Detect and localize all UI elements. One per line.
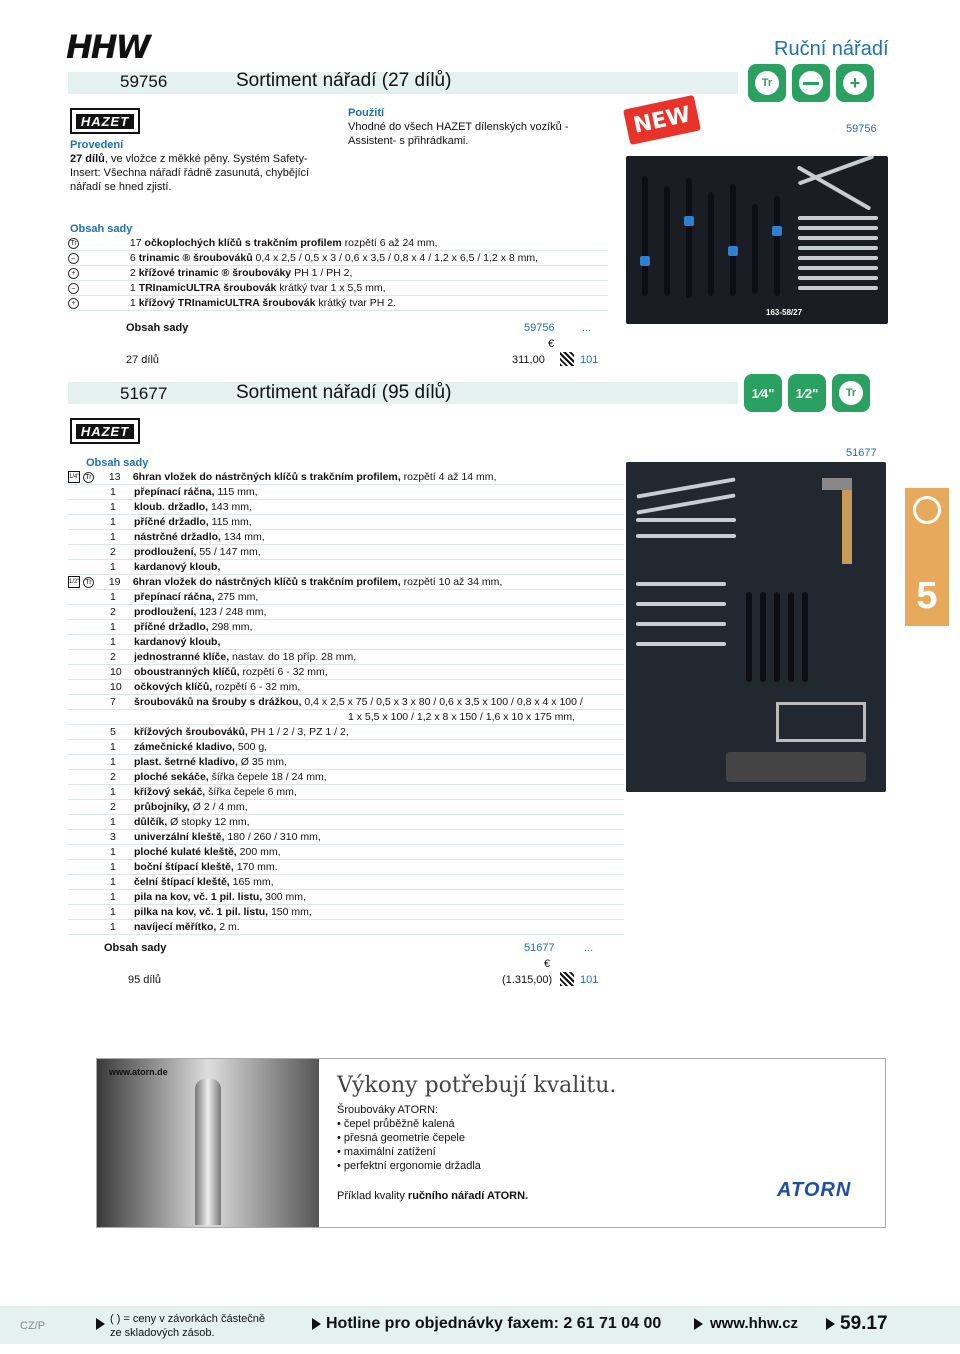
set2-obsah-label: Obsah sady	[86, 457, 149, 469]
hazet-logo: HAZET	[70, 108, 140, 134]
set1-price-table: Obsah sady 59756 ... € 27 dílů 311,00 101	[126, 322, 599, 366]
list-item: 1 pilka na kov, vč. 1 pil. listu, 150 mm,	[68, 905, 624, 920]
list-item: 2 prodloužení, 55 / 147 mm,	[68, 545, 624, 560]
list-item: 10 oboustranných klíčů, rozpětí 6 - 32 mm,	[68, 665, 624, 680]
list-item: – 6 trinamic ® šroubováků 0,4 x 2,5 / 0,5 x 3 / 0,6 x 3,5 / 0,8 x 4 / 1,2 x 6,5 / 1,2 x 8 mm,	[68, 251, 608, 266]
tr-icon: Tr	[68, 238, 79, 249]
provedeni-text: 27 dílů, ve vložce z měkké pěny. Systém Safety-Insert: Všechna nářadí řádně zasunutá, chybějící nářadí se hned zjistí.	[70, 153, 310, 193]
arrow-icon	[96, 1318, 105, 1330]
new-badge: NEW	[623, 95, 701, 145]
set2-number: 51677	[120, 384, 168, 403]
list-item: 1 ploché kulaté kleště, 200 mm,	[68, 845, 624, 860]
list-item: 1/4" Tr 13 6hran vložek do nástrčných klíčů s trakčním profilem, rozpětí 4 až 14 mm,	[68, 470, 624, 485]
set1-title: Sortiment nářadí (27 dílů)	[236, 70, 452, 91]
list-item: 1 zámečnické kladivo, 500 g,	[68, 740, 624, 755]
list-item: 1 příčné držadlo, 115 mm,	[68, 515, 624, 530]
set1-badges	[748, 64, 874, 102]
list-item: 2 ploché sekáče, šířka čepele 18 / 24 mm,	[68, 770, 624, 785]
tr-icon: Tr	[83, 472, 94, 483]
arrow-icon	[826, 1318, 835, 1330]
provedeni-label: Provedení	[70, 139, 124, 151]
list-item: 1 přepínací ráčna, 115 mm,	[68, 485, 624, 500]
list-item: 2 průbojníky, Ø 2 / 4 mm,	[68, 800, 624, 815]
hhw-logo: HHW	[66, 28, 149, 66]
set2-product-photo	[626, 462, 886, 792]
ad-bullets: • čepel průběžně kalená • přesná geometrie čepele • maximální zatížení • perfektní ergonomie držadla	[337, 1118, 481, 1172]
list-item: 1 kardanový kloub,	[68, 560, 624, 575]
list-item: 7 šroubováků na šrouby s drážkou, 0,4 x 2,5 x 75 / 0,5 x 3 x 80 / 0,6 x 3,5 x 100 / 0,8 x 4 x 100 /	[68, 695, 624, 710]
list-item: 1 navíjecí měřítko, 2 m.	[68, 920, 624, 935]
cross-icon: +	[68, 268, 79, 279]
list-item: 5 křížových šroubováků, PH 1 / 2 / 3, PZ 1 / 2,	[68, 725, 624, 740]
list-item: Tr 17 očkoplochých klíčů s trakčním profilem rozpětí 6 až 24 mm,	[68, 236, 608, 251]
list-item: 1 pila na kov, vč. 1 pil. listu, 300 mm,	[68, 890, 624, 905]
list-item: 1 příčné držadlo, 298 mm,	[68, 620, 624, 635]
list-item: 1 kloub. držadlo, 143 mm,	[68, 500, 624, 515]
hazet-logo: HAZET	[70, 418, 140, 444]
footer-web[interactable]: www.hhw.cz	[710, 1315, 799, 1332]
tr-circle-icon: Tr	[753, 69, 781, 97]
set2-photo-ref: 51677	[846, 447, 877, 459]
tr-profile-icon: Tr	[832, 374, 870, 412]
atorn-logo: ATORN	[777, 1179, 852, 1201]
section-title: Ruční nářadí	[774, 38, 889, 60]
pouziti-label: Použití	[348, 107, 385, 119]
list-item: 10 očkových klíčů, rozpětí 6 - 32 mm,	[68, 680, 624, 695]
atorn-ad: www.atorn.de Výkony potřebují kvalitu. Šroubováky ATORN: • čepel průběžně kalená • přesná geometrie čepele • maximální zatížení • perfektní ergonomie držadla Příklad kvality ručního nářadí ATORN. ATORN	[96, 1058, 886, 1228]
drive-size-icon: 1/2"	[68, 576, 80, 588]
photo-label: 163-58/27	[766, 308, 803, 317]
set2-price-table: Obsah sady 51677 ... € 95 dílů (1.315,00) 101	[104, 942, 599, 986]
set1-items	[68, 236, 608, 311]
list-item: 1/2" Tr 19 6hran vložek do nástrčných klíčů s trakčním profilem, rozpětí 10 až 34 mm,	[68, 575, 624, 590]
wrench-icon	[913, 496, 941, 524]
cross-icon: +	[68, 298, 79, 309]
list-item: 1 boční štípací kleště, 170 mm.	[68, 860, 624, 875]
set1-product-photo	[626, 156, 888, 324]
list-item: 1 nástrčné držadlo, 134 mm,	[68, 530, 624, 545]
list-item: 3 univerzální kleště, 180 / 260 / 310 mm,	[68, 830, 624, 845]
set2-badges	[744, 374, 870, 412]
list-item: 1 důlčík, Ø stopky 12 mm,	[68, 815, 624, 830]
arrow-icon	[312, 1318, 321, 1330]
cross-screw-icon: +	[836, 64, 874, 102]
qr-code-icon	[560, 352, 574, 366]
list-item: 2 prodloužení, 123 / 248 mm,	[68, 605, 624, 620]
ad-photo: www.atorn.de	[97, 1059, 319, 1227]
footer-hotline: Hotline pro objednávky faxem: 2 61 71 04 00	[326, 1315, 662, 1332]
tr-icon: Tr	[83, 577, 94, 588]
slot-icon: –	[68, 283, 79, 294]
list-item: + 1 křížový TRInamicULTRA šroubovák krátký tvar PH 2.	[68, 296, 608, 311]
list-item: 2 jednostranné klíče, nastav. do 18 příp. 28 mm,	[68, 650, 624, 665]
set1-photo-ref: 59756	[846, 123, 877, 135]
footer-lang: CZ/P	[20, 1320, 46, 1332]
qr-code-icon	[560, 972, 574, 986]
list-item: + 2 křížové trinamic ® šroubováky PH 1 / PH 2,	[68, 266, 608, 281]
list-item: 1 křížový sekáč, šířka čepele 6 mm,	[68, 785, 624, 800]
half-inch-icon: 1⁄2"	[788, 374, 826, 412]
list-item: 1 přepínací ráčna, 275 mm,	[68, 590, 624, 605]
list-item: – 1 TRInamicULTRA šroubovák krátký tvar 1 x 5,5 mm,	[68, 281, 608, 296]
set2-items	[68, 470, 624, 935]
list-item: 1 x 5,5 x 100 / 1,2 x 8 x 150 / 1,6 x 10 x 175 mm,	[68, 710, 624, 725]
list-item: 1 kardanový kloub,	[68, 635, 624, 650]
quarter-inch-icon: 1⁄4"	[744, 374, 782, 412]
set1-obsah-label: Obsah sady	[70, 223, 133, 235]
slot-screw-icon	[792, 64, 830, 102]
list-item: 1 čelní štípací kleště, 165 mm,	[68, 875, 624, 890]
pouziti-text: Vhodné do všech HAZET dílenských vozíků -Assistent- s přihrádkami.	[348, 121, 569, 147]
list-item: 1 plast. šetrné kladivo, Ø 35 mm,	[68, 755, 624, 770]
chapter-tab: 5	[905, 488, 949, 626]
set2-title: Sortiment nářadí (95 dílů)	[236, 382, 452, 403]
page-number: 59.17	[840, 1313, 888, 1334]
ad-headline: Výkony potřebují kvalitu.	[337, 1073, 617, 1098]
screwdriver-bit-icon	[195, 1079, 221, 1225]
arrow-icon	[694, 1318, 703, 1330]
drive-size-icon: 1/4"	[68, 471, 80, 483]
set1-number: 59756	[120, 72, 168, 91]
tr-profile-icon	[748, 64, 786, 102]
slot-icon: –	[68, 253, 79, 264]
